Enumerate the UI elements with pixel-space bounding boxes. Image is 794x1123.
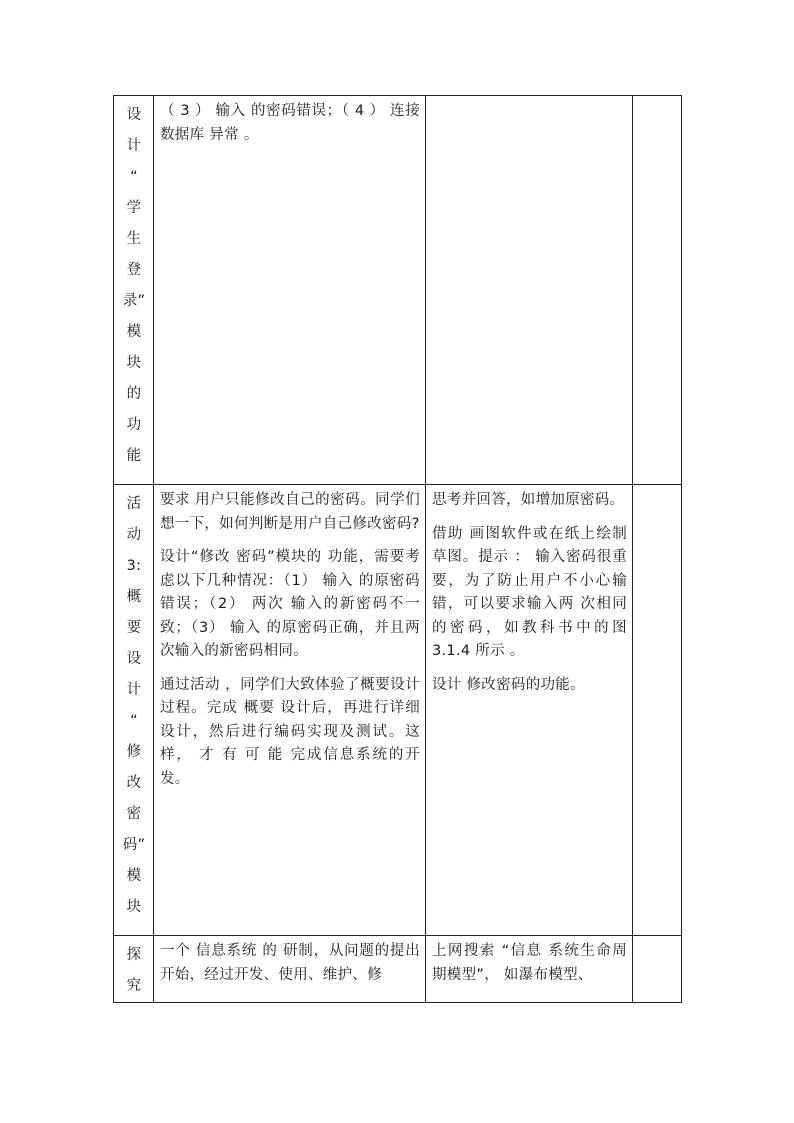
label-char: 概: [126, 589, 142, 605]
label-char: 登: [126, 262, 142, 278]
notes-cell: [633, 936, 682, 1003]
label-char: 活: [126, 496, 142, 512]
label-char: 计: [126, 138, 142, 154]
paragraph: 借助 画图软件或在纸上绘制草图。提示 ： 输入密码很重要，为了防止用户不小心输错，可以要求输入两 次相同的密码，如教科书中的图 3.1.4 所示 。: [432, 525, 627, 659]
teacher-content-cell: [154, 936, 426, 1003]
notes-cell: [633, 485, 682, 936]
paragraph: 要求 用户只能修改自己的密码。同学们想一下，如何判断是用户自己修改密码?: [160, 492, 420, 532]
paragraph: 设计“修改 密码”模块的 功能，需要考虑以下几种情况：（1） 输入 的原密码错误；（2） 两次 输入的新密码不一致；（3） 输入 的原密码正确，并且两次输入的新密码相同。: [160, 549, 420, 659]
label-char: 能: [126, 448, 142, 464]
teacher-content: [154, 485, 425, 791]
label-char: 功: [126, 417, 142, 433]
student-activity: [426, 485, 632, 697]
paragraph: 思考并回答，如增加原密码。: [432, 492, 625, 508]
paragraph: 通过活动 ，同学们大致体验了概要设计过程。完成 概要 设计后，再进行详细设计，然后进行编码实现及测试。这样， 才 有 可 能 完成信息系统的开发。: [160, 676, 420, 787]
student-activity-cell: [426, 485, 633, 936]
student-activity-cell: [426, 96, 633, 485]
label-char: 3:: [126, 558, 142, 574]
label-char: “: [130, 713, 138, 729]
teacher-content-cell: [154, 96, 426, 485]
label-char: 动: [126, 527, 142, 543]
label-char: 录”: [122, 293, 146, 309]
label-char: 块: [126, 899, 142, 915]
label-char: 修: [126, 744, 142, 760]
label-char: 设: [126, 107, 142, 123]
activity-label: [114, 485, 154, 923]
paragraph: 一个 信息系统 的 研制，从问题的提出开始，经过开发、使用、维护、修: [160, 943, 420, 983]
label-char: 模: [126, 324, 142, 340]
label-char: 的: [126, 386, 142, 402]
student-activity: [426, 96, 632, 100]
label-char: 块: [126, 355, 142, 371]
label-char: 计: [126, 682, 142, 698]
label-char: 探: [126, 947, 142, 963]
label-char: 要: [126, 620, 142, 636]
label-char: 模: [126, 868, 142, 884]
table-row: [114, 485, 682, 936]
activity-label-cell: [114, 485, 154, 936]
label-char: 密: [126, 806, 142, 822]
teacher-content-cell: [154, 485, 426, 936]
notes-cell: [633, 96, 682, 485]
label-char: 究: [126, 978, 142, 994]
activity-label: [114, 936, 154, 1002]
label-char: 码”: [122, 837, 146, 853]
lesson-plan-table: [113, 95, 682, 1003]
paragraph: 上网搜索 “信息 系统生命周期模型”， 如瀑布模型、: [432, 943, 627, 983]
label-char: 改: [126, 775, 142, 791]
label-char: 设: [126, 651, 142, 667]
paragraph: （ 3 ） 输入 的密码错误；（ 4 ） 连接 数据库 异常 。: [160, 103, 420, 143]
label-char: 生: [126, 231, 142, 247]
activity-label-cell: [114, 96, 154, 485]
activity-label: [114, 96, 154, 472]
paragraph: 设计 修改密码的功能。: [432, 676, 585, 693]
label-char: “: [130, 169, 138, 185]
teacher-content: [154, 936, 425, 987]
table-row: [114, 936, 682, 1003]
teacher-content: [154, 96, 425, 147]
label-char: 学: [126, 200, 142, 216]
table-row: [114, 96, 682, 485]
student-activity: [426, 936, 632, 987]
activity-label-cell: [114, 936, 154, 1003]
student-activity-cell: [426, 936, 633, 1003]
